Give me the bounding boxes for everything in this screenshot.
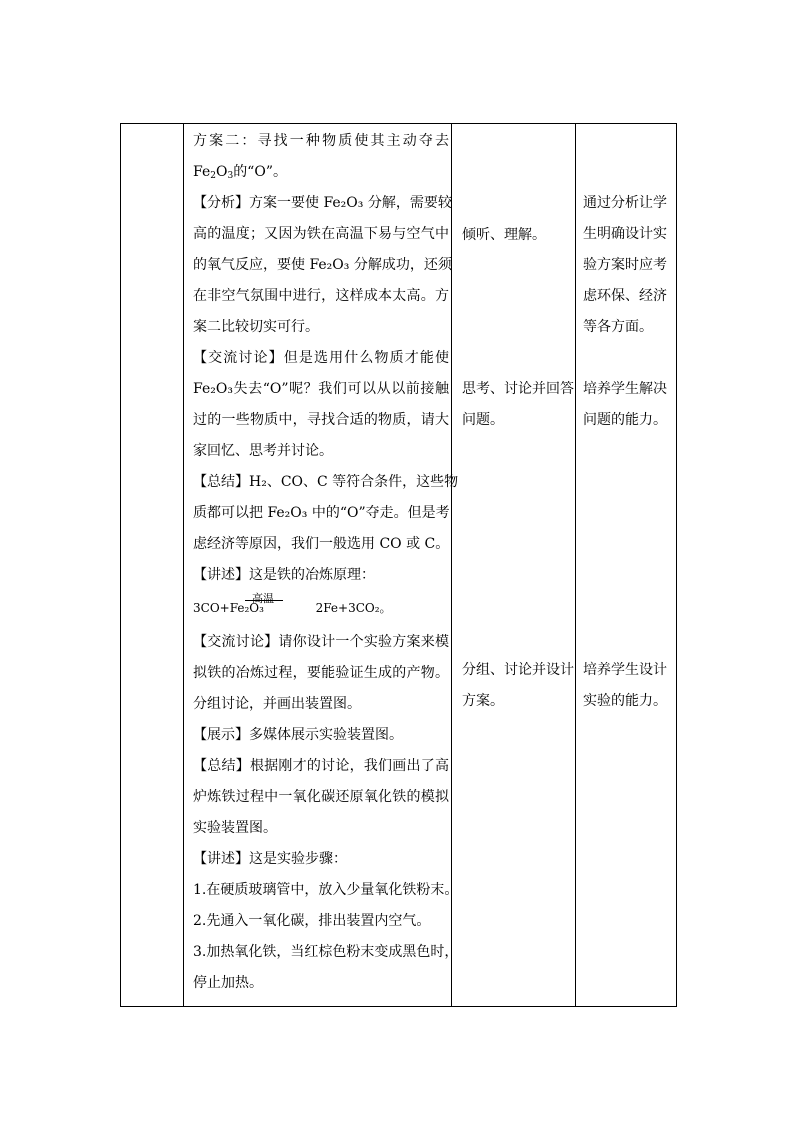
text-line: 问题。 xyxy=(462,412,504,428)
text-line: 方案。 xyxy=(462,693,504,709)
text-line: 通过分析让学 xyxy=(583,195,667,211)
teacher-activity-cell xyxy=(189,126,459,999)
text-line: 培养学生设计 xyxy=(583,662,667,678)
text-line: 【总结】根据刚才的讨论，我们画出了高 xyxy=(193,758,449,774)
text-line: Fe₂O₃失去“O”呢？我们可以从以前接触 xyxy=(193,381,449,397)
column-divider xyxy=(183,124,184,1006)
text-line: 3.加热氧化铁，当红棕色粉末变成黑色时， xyxy=(193,944,459,960)
text-line: 【交流讨论】但是选用什么物质才能使 xyxy=(193,350,449,366)
text-line: 停止加热。 xyxy=(193,975,263,991)
equation-arrow xyxy=(245,600,283,601)
text-line: 2.先通入一氧化碳，排出装置内空气。 xyxy=(193,913,431,929)
text-line: 【分析】方案一要使 Fe₂O₃ 分解，需要较 xyxy=(193,195,452,211)
text-line: 【讲述】这是实验步骤： xyxy=(193,851,347,867)
text-line: 过的一些物质中，寻找合适的物质，请大 xyxy=(193,412,449,428)
equation-reactants: 3CO+Fe₂O₃ xyxy=(193,601,264,615)
text-line: 1.在硬质玻璃管中，放入少量氧化铁粉末。 xyxy=(193,882,459,898)
text-line: 拟铁的冶炼过程，要能验证生成的产物。 xyxy=(193,665,449,681)
text-line: 【展示】多媒体展示实验装置图。 xyxy=(193,727,403,743)
text-line: 思考、讨论并回答 xyxy=(462,381,574,397)
text-line: 虑环保、经济 xyxy=(583,288,667,304)
formula-part: O xyxy=(215,164,228,180)
text-line: 方案二：寻找一种物质使其主动夺去 xyxy=(193,133,449,149)
text-line: 虑经济等原因，我们一般选用 CO 或 C。 xyxy=(193,536,450,552)
text-line: 【讲述】这是铁的冶炼原理： xyxy=(193,567,375,583)
text-line: 高的温度；又因为铁在高温下易与空气中 xyxy=(193,226,449,242)
text-line: 培养学生解决 xyxy=(583,381,667,397)
equation-products: 2Fe+3CO₂。 xyxy=(315,601,392,615)
text-line: 家回忆、思考并讨论。 xyxy=(193,443,333,459)
text-line: 实验的能力。 xyxy=(583,693,667,709)
text-line: 案二比较切实可行。 xyxy=(193,319,319,335)
formula-part: Fe xyxy=(193,164,211,180)
text-line: 倾听、理解。 xyxy=(462,227,546,243)
text-line: 质都可以把 Fe₂O₃ 中的“O”夺走。但是考 xyxy=(193,505,450,521)
text-line: 实验装置图。 xyxy=(193,820,277,836)
chemical-equation xyxy=(193,593,392,623)
lesson-plan-table xyxy=(120,123,677,1007)
text-line: 分组讨论，并画出装置图。 xyxy=(193,696,361,712)
text-line: 的氧气反应，要使 Fe₂O₃ 分解成功，还须 xyxy=(193,257,452,273)
formula-part: 的“O”。 xyxy=(233,164,287,180)
text-line: 【总结】H₂、CO、C 等符合条件，这些物 xyxy=(193,474,459,490)
text-line: 分组、讨论并设计 xyxy=(462,662,574,678)
text-line: 等各方面。 xyxy=(583,319,653,335)
text-line: 在非空气氛围中进行，这样成本太高。方 xyxy=(193,288,449,304)
text-line: 验方案时应考 xyxy=(583,257,667,273)
text-line: 问题的能力。 xyxy=(583,412,667,428)
text-line: 生明确设计实 xyxy=(583,226,667,242)
text-line: 【交流讨论】请你设计一个实验方案来模 xyxy=(193,634,449,650)
equation-condition: 高温 xyxy=(252,592,274,605)
text-line: $Fe_2O_3$的“O”。 xyxy=(193,164,287,181)
column-divider xyxy=(575,124,576,1006)
text-line: 炉炼铁过程中一氧化碳还原氧化铁的模拟 xyxy=(193,789,449,805)
